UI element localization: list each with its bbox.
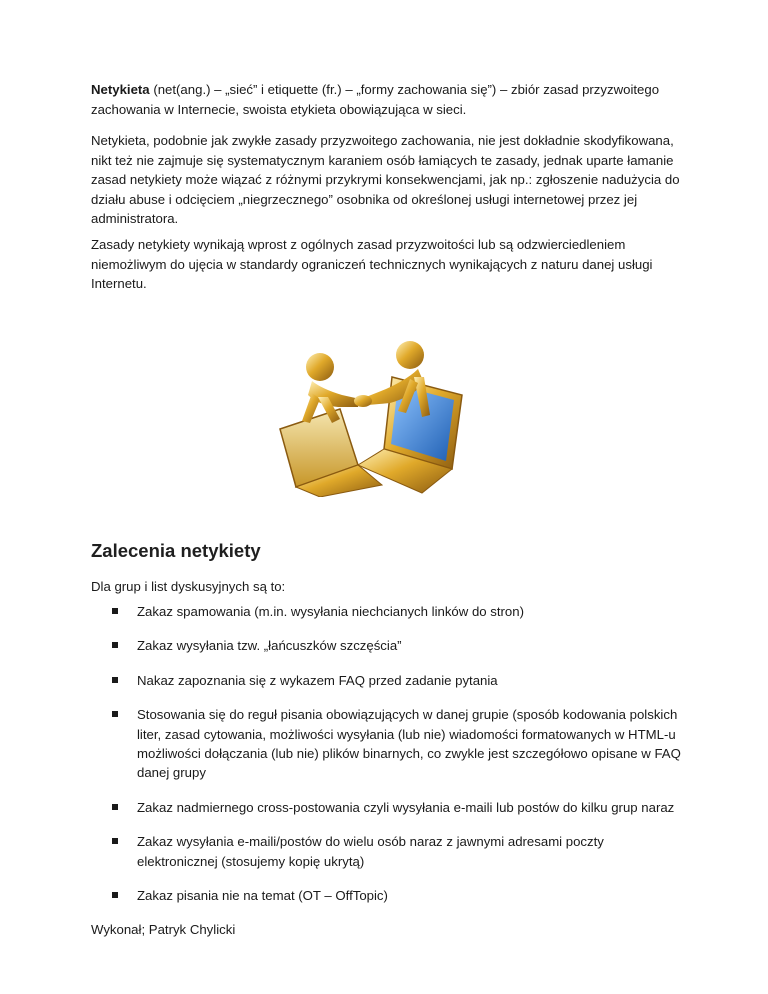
intro-paragraph xyxy=(91,80,681,119)
list-item xyxy=(91,705,681,783)
square-bullet-icon xyxy=(112,677,118,683)
square-bullet-icon xyxy=(112,642,118,648)
intro-paragraph-text: (net(ang.) – „sieć” i etiquette (fr.) – „formy zachowania się”) – zbiór zasad przyzwoitego zachowania w Internecie, swoista etykieta obowiązująca w sieci. xyxy=(91,82,660,117)
list-item xyxy=(91,886,681,905)
list-item-text: Zakaz wysyłania tzw. „łańcuszków szczęścia” xyxy=(137,638,402,654)
recommendations-list xyxy=(91,602,681,920)
list-item-text: Stosowania się do reguł pisania obowiązujących w danej grupie (sposób kodowania polskich liter, zasad cytowania, możliwości wysyłania (lub nie) wiadomości formatowanych w HTML-u możliwości dołączania (lub nie) plików binarnych, co zwykle jest szczegółowo opisane w FAQ danej grupy xyxy=(137,707,681,781)
list-item-text: Nakaz zapoznania się z wykazem FAQ przed zadanie pytania xyxy=(137,672,498,688)
square-bullet-icon xyxy=(112,892,118,898)
square-bullet-icon xyxy=(112,804,118,810)
square-bullet-icon xyxy=(112,608,118,614)
list-item xyxy=(91,798,681,817)
gold-figures-laptops-illustration xyxy=(262,337,474,497)
list-item xyxy=(91,636,681,655)
list-item xyxy=(91,602,681,621)
author-footer: Wykonał; Patryk Chylicki xyxy=(91,922,236,937)
list-item-text: Zakaz wysyłania e-maili/postów do wielu osób naraz z jawnymi adresami poczty elektronicznej (stosujemy kopię ukrytą) xyxy=(137,834,604,869)
paragraph-3: Zasady netykiety wynikają wprost z ogólnych zasad przyzwoitości lub są odzwierciedleniem niemożliwym do ujęcia w standardy ograniczeń technicznych wynikających z naturu danej usługi Internetu. xyxy=(91,237,653,291)
list-item-text: Zakaz pisania nie na temat (OT – OffTopic) xyxy=(137,888,388,904)
section-intro: Dla grup i list dyskusyjnych są to: xyxy=(91,579,286,594)
section-heading: Zalecenia netykiety xyxy=(91,540,261,561)
square-bullet-icon xyxy=(112,838,118,844)
list-item xyxy=(91,832,681,871)
list-item-text: Zakaz spamowania (m.in. wysyłania niechcianych linków do stron) xyxy=(137,604,524,619)
term-netykieta: Netykieta xyxy=(91,82,150,97)
list-item-text: Zakaz nadmiernego cross-postowania czyli wysyłania e-maili lub postów do kilku grup naraz xyxy=(137,799,675,815)
paragraph-2: Netykieta, podobnie jak zwykłe zasady przyzwoitego zachowania, nie jest dokładnie skodyfikowana, nikt też nie zajmuje się systematycznym karaniem osób łamiących te zasady, jednak uparte łamanie zasad netykiety może wiązać z różnymi przykrymi konsekwencjami, jak np.: zgłoszenie nadużycia do działu abuse i odcięciem „niegrzecznego” osobnika od określonej usługi internetowej przez jej administratora. xyxy=(91,133,680,226)
list-item xyxy=(91,671,681,690)
square-bullet-icon xyxy=(112,711,118,717)
